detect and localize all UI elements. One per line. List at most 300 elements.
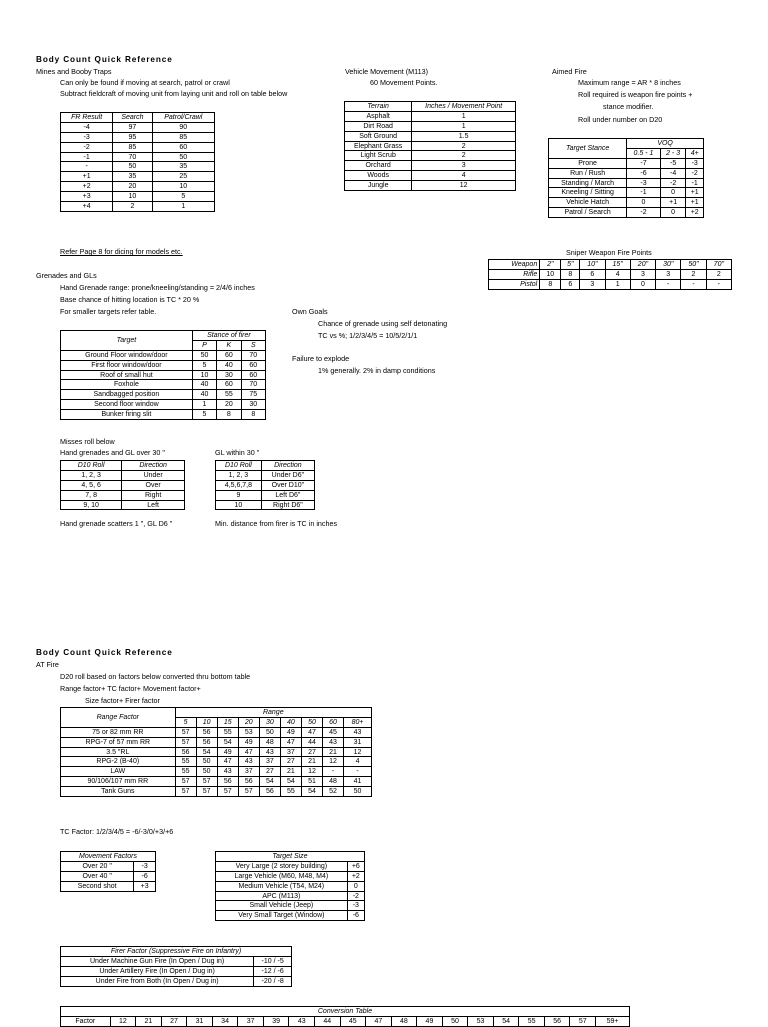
table-cell: 53	[238, 727, 259, 737]
table-cell: -10 / -5	[254, 956, 292, 966]
header-row	[345, 102, 516, 112]
table-cell: 10	[540, 269, 561, 279]
column-header: 0.5 - 1	[627, 148, 661, 158]
sniper-table	[488, 259, 732, 290]
table-row	[216, 881, 365, 891]
table-cell: 43	[344, 727, 372, 737]
table-cell: 10	[113, 192, 152, 202]
column-header: S	[241, 340, 265, 350]
table-cell: 56	[196, 737, 217, 747]
table-cell: Second shot	[61, 881, 134, 891]
header-row	[549, 139, 704, 149]
table-cell: Medium Vehicle (T54, M24)	[216, 881, 348, 891]
table-cell: 12	[323, 757, 344, 767]
table-cell: +1	[686, 188, 704, 198]
table-cell: Large Vehicle (M60, M48, M4)	[216, 871, 348, 881]
table-cell: 31	[344, 737, 372, 747]
table-row	[216, 861, 365, 871]
table-cell: Woods	[345, 171, 412, 181]
within-direction-table	[215, 460, 315, 510]
table-cell: 37	[238, 767, 259, 777]
table-cell: Over D10"	[261, 480, 314, 490]
table-cell: -1	[686, 178, 704, 188]
table-cell: 35	[113, 172, 152, 182]
table-cell: 8	[217, 410, 241, 420]
table-cell: 1	[412, 121, 516, 131]
table-cell: 21	[136, 1016, 162, 1026]
table-cell: 35	[152, 162, 214, 172]
header-row	[489, 260, 732, 270]
table-row	[61, 350, 266, 360]
column-header: Range Factor	[61, 708, 176, 728]
table-row	[549, 158, 704, 168]
table-cell: Under Artillery Fire (In Open / Dug in)	[61, 966, 254, 976]
table-cell: Small Vehicle (Jeep)	[216, 901, 348, 911]
table-row	[489, 269, 732, 279]
table-cell: Foxhole	[61, 380, 193, 390]
table-row	[61, 360, 266, 370]
over-direction-table	[60, 460, 185, 510]
table-cell: +4	[61, 202, 113, 212]
table-cell: 43	[289, 1016, 315, 1026]
table-cell: Standing / March	[549, 178, 627, 188]
table-cell: 55	[175, 767, 196, 777]
table-cell: LAW	[61, 767, 176, 777]
header-row	[61, 113, 215, 123]
table-cell: 37	[259, 757, 280, 767]
grenade-target-table	[60, 330, 266, 420]
table-cell: 4	[344, 757, 372, 767]
table-cell: 56	[238, 777, 259, 787]
header-row	[216, 852, 365, 862]
table-cell: 50	[344, 787, 372, 797]
table-cell: 10	[216, 500, 262, 510]
table-cell: +2	[347, 871, 364, 881]
table-cell: 54	[301, 787, 322, 797]
column-header: 30"	[656, 260, 681, 270]
table-cell: 8	[540, 279, 561, 289]
table-cell: 50	[196, 757, 217, 767]
table-cell: 50	[152, 152, 214, 162]
table-cell: 75	[241, 390, 265, 400]
column-header: Weapon	[489, 260, 540, 270]
table-title: Target Size	[216, 852, 365, 862]
table-row	[61, 976, 292, 986]
table-cell: 55	[280, 787, 301, 797]
table-cell: 57	[196, 777, 217, 787]
table-cell: 60	[152, 142, 214, 152]
table-cell: 55	[175, 757, 196, 767]
table-cell: Very Small Target (Window)	[216, 911, 348, 921]
table-cell: Soft Ground	[345, 131, 412, 141]
vehicle-points: 60 Movement Points.	[370, 78, 438, 87]
page-heading: Body Count Quick Reference	[36, 55, 173, 64]
table-row	[61, 142, 215, 152]
table-cell: 0	[630, 279, 655, 289]
table-cell: Orchard	[345, 161, 412, 171]
table-row	[216, 480, 315, 490]
table-cell: Rifle	[489, 269, 540, 279]
table-cell: 95	[113, 132, 152, 142]
table-cell: Run / Rush	[549, 168, 627, 178]
table-cell: 39	[263, 1016, 289, 1026]
table-cell: 10	[192, 370, 216, 380]
table-cell: 25	[152, 172, 214, 182]
at-range-table	[60, 707, 372, 797]
row-label: Factor	[61, 1016, 111, 1026]
table-cell: 45	[340, 1016, 366, 1026]
table-cell: 27	[161, 1016, 187, 1026]
table-cell: -12 / -6	[254, 966, 292, 976]
column-header: Range	[175, 708, 371, 718]
table-cell: Vehicle Hatch	[549, 198, 627, 208]
table-cell: 54	[280, 777, 301, 787]
table-cell: Patrol / Search	[549, 208, 627, 218]
table-cell: 0	[660, 208, 686, 218]
table-cell: Under D6"	[261, 470, 314, 480]
table-cell: Jungle	[345, 181, 412, 191]
table-row	[61, 202, 215, 212]
refer-link[interactable]: Refer Page 8 for dicing for models etc.	[60, 247, 183, 256]
table-cell: Kneeling / Sitting	[549, 188, 627, 198]
table-row	[61, 956, 292, 966]
vehicle-title: Vehicle Movement (M113)	[345, 67, 428, 76]
table-row	[345, 111, 516, 121]
table-cell: 2	[412, 151, 516, 161]
table-cell: -2	[660, 178, 686, 188]
table-cell: 60	[241, 360, 265, 370]
table-cell: -6	[347, 911, 364, 921]
mines-line: Can only be found if moving at search, patrol or crawl	[60, 78, 230, 87]
table-cell: 37	[238, 1016, 264, 1026]
table-cell: -2	[347, 891, 364, 901]
table-cell: 50	[192, 350, 216, 360]
table-row	[61, 1016, 630, 1026]
table-cell: 9, 10	[61, 500, 122, 510]
table-cell: Roof of small hut	[61, 370, 193, 380]
min-distance-note: Min. distance from firer is TC in inches	[215, 519, 338, 528]
table-cell: Tank Guns	[61, 787, 176, 797]
table-row	[61, 380, 266, 390]
table-cell: 5	[152, 192, 214, 202]
table-cell: 52	[323, 787, 344, 797]
table-cell: Under Fire from Both (In Open / Dug in)	[61, 976, 254, 986]
column-header: 20"	[630, 260, 655, 270]
table-cell: -3	[627, 178, 661, 188]
table-cell: 50	[259, 727, 280, 737]
table-cell: 54	[196, 747, 217, 757]
column-header: Target	[61, 331, 193, 351]
table-row	[216, 891, 365, 901]
own-goals-line: Chance of grenade using self detonating	[318, 319, 448, 328]
column-header: 70"	[706, 260, 731, 270]
column-header: 5	[175, 717, 196, 727]
table-cell: Right D6"	[261, 500, 314, 510]
table-cell: 57	[175, 787, 196, 797]
table-cell: Over 40 "	[61, 871, 134, 881]
page-heading: Body Count Quick Reference	[36, 648, 173, 657]
table-cell: 4, 5, 6	[61, 480, 122, 490]
table-row	[216, 490, 315, 500]
table-row	[345, 121, 516, 131]
table-row	[345, 141, 516, 151]
table-row	[61, 162, 215, 172]
table-cell: 55	[519, 1016, 545, 1026]
table-cell: 8	[241, 410, 265, 420]
table-cell: 27	[259, 767, 280, 777]
table-cell: 54	[259, 777, 280, 787]
column-header: D10 Roll	[61, 461, 122, 471]
table-cell: 1	[412, 111, 516, 121]
table-cell: 53	[468, 1016, 494, 1026]
column-header: Direction	[261, 461, 314, 471]
column-header: 2 - 3	[660, 148, 686, 158]
column-header: 60	[323, 717, 344, 727]
table-row	[61, 757, 372, 767]
header-row	[61, 461, 185, 471]
table-cell: +2	[686, 208, 704, 218]
table-cell: 44	[314, 1016, 340, 1026]
table-cell: -1	[61, 152, 113, 162]
table-cell: 34	[212, 1016, 238, 1026]
table-row	[549, 178, 704, 188]
table-cell: 12	[301, 767, 322, 777]
table-cell: 48	[323, 777, 344, 787]
table-cell: 56	[196, 727, 217, 737]
table-row	[61, 737, 372, 747]
header-row	[216, 461, 315, 471]
table-cell: Very Large (2 storey building)	[216, 861, 348, 871]
table-cell: 60	[241, 370, 265, 380]
table-cell: 2	[412, 141, 516, 151]
table-cell: 44	[301, 737, 322, 747]
table-cell: 3	[412, 161, 516, 171]
table-cell: 50	[442, 1016, 468, 1026]
table-row	[61, 470, 185, 480]
table-cell: 8	[561, 269, 580, 279]
own-goals-title: Own Goals	[292, 307, 328, 316]
column-header: 10"	[580, 260, 605, 270]
table-cell: 40	[192, 380, 216, 390]
at-title: AT Fire	[36, 660, 59, 669]
header-row	[61, 1007, 630, 1017]
table-cell: +1	[686, 198, 704, 208]
table-cell: 45	[323, 727, 344, 737]
table-cell: 54	[493, 1016, 519, 1026]
table-cell: 90	[152, 122, 214, 132]
table-row	[61, 152, 215, 162]
table-cell: -	[681, 279, 706, 289]
table-cell: -4	[660, 168, 686, 178]
at-line: Range factor+ TC factor+ Movement factor+	[60, 684, 201, 693]
table-cell: Left D6"	[261, 490, 314, 500]
header-row	[61, 852, 156, 862]
table-row	[61, 500, 185, 510]
table-cell: 21	[323, 747, 344, 757]
table-cell: Over	[122, 480, 185, 490]
table-cell: 27	[280, 757, 301, 767]
table-row	[549, 188, 704, 198]
table-cell: 2	[706, 269, 731, 279]
table-cell: 47	[280, 737, 301, 747]
aimed-line: Maximum range = AR * 8 inches	[578, 78, 681, 87]
table-cell: 43	[259, 747, 280, 757]
column-header: Terrain	[345, 102, 412, 112]
column-header: Target Stance	[549, 139, 627, 159]
table-cell: -	[344, 767, 372, 777]
table-cell: -	[706, 279, 731, 289]
table-cell: 12	[412, 181, 516, 191]
column-header: Direction	[122, 461, 185, 471]
table-row	[345, 161, 516, 171]
at-line: Size factor+ Firer factor	[85, 696, 160, 705]
table-cell: 47	[301, 727, 322, 737]
table-row	[549, 208, 704, 218]
table-row	[61, 132, 215, 142]
table-cell: -2	[61, 142, 113, 152]
table-row	[61, 881, 156, 891]
column-header: 80+	[344, 717, 372, 727]
mines-title: Mines and Booby Traps	[36, 67, 112, 76]
table-cell: Prone	[549, 158, 627, 168]
table-cell: -2	[686, 168, 704, 178]
table-cell: 43	[323, 737, 344, 747]
table-cell: 4,5,6,7,8	[216, 480, 262, 490]
mines-table	[60, 112, 215, 212]
table-cell: -20 / -8	[254, 976, 292, 986]
table-cell: -	[61, 162, 113, 172]
table-row	[216, 911, 365, 921]
table-cell: 49	[417, 1016, 443, 1026]
table-row	[61, 727, 372, 737]
table-cell: 47	[366, 1016, 392, 1026]
table-row	[61, 370, 266, 380]
column-header: Inches / Movement Point	[412, 102, 516, 112]
table-row	[345, 151, 516, 161]
table-cell: 3	[630, 269, 655, 279]
table-cell: +1	[61, 172, 113, 182]
column-header: VOQ	[627, 139, 704, 149]
table-row	[61, 172, 215, 182]
table-cell: 21	[280, 767, 301, 777]
own-goals-line: TC vs %; 1/2/3/4/5 = 10/5/2/1/1	[318, 331, 418, 340]
table-title: Firer Factor (Suppressive Fire on Infantry)	[61, 947, 292, 957]
column-header: 10	[196, 717, 217, 727]
table-cell: +2	[61, 182, 113, 192]
table-cell: 70	[241, 350, 265, 360]
table-cell: Second floor window	[61, 400, 193, 410]
table-cell: +1	[660, 198, 686, 208]
table-cell: Light Scrub	[345, 151, 412, 161]
table-cell: 97	[113, 122, 152, 132]
table-cell: 1	[605, 279, 630, 289]
table-cell: Elephant Grass	[345, 141, 412, 151]
table-row	[61, 192, 215, 202]
table-cell: 0	[347, 881, 364, 891]
table-cell: 7, 8	[61, 490, 122, 500]
table-cell: 3.5 "RL	[61, 747, 176, 757]
table-cell: +3	[61, 192, 113, 202]
table-cell: 85	[113, 142, 152, 152]
table-cell: 57	[238, 787, 259, 797]
table-row	[61, 480, 185, 490]
table-cell: 6	[580, 269, 605, 279]
table-cell: 56	[544, 1016, 570, 1026]
column-header: P	[192, 340, 216, 350]
column-header: 50	[301, 717, 322, 727]
table-cell: +3	[134, 881, 156, 891]
table-cell: 56	[259, 787, 280, 797]
table-cell: First floor window/door	[61, 360, 193, 370]
table-cell: Sandbagged position	[61, 390, 193, 400]
table-row	[61, 767, 372, 777]
table-cell: -1	[627, 188, 661, 198]
table-row	[216, 470, 315, 480]
column-header: 5"	[561, 260, 580, 270]
table-cell: 49	[217, 747, 238, 757]
table-cell: -4	[61, 122, 113, 132]
table-cell: Under	[122, 470, 185, 480]
table-cell: 56	[217, 777, 238, 787]
table-cell: 27	[301, 747, 322, 757]
table-row	[216, 901, 365, 911]
table-cell: 49	[280, 727, 301, 737]
table-cell: -7	[627, 158, 661, 168]
tc-factor: TC Factor: 1/2/3/4/5 = -6/-3/0/+3/+6	[60, 827, 174, 836]
table-row	[345, 171, 516, 181]
movement-factors-table	[60, 851, 156, 892]
table-cell: 2	[113, 202, 152, 212]
table-cell: 40	[217, 360, 241, 370]
table-row	[345, 131, 516, 141]
grenades-title: Grenades and GLs	[36, 271, 97, 280]
table-cell: 12	[110, 1016, 136, 1026]
table-row	[345, 181, 516, 191]
table-cell: 85	[152, 132, 214, 142]
table-cell: 50	[196, 767, 217, 777]
table-cell: 4	[412, 171, 516, 181]
table-cell: 9	[216, 490, 262, 500]
table-cell: 43	[238, 757, 259, 767]
scatter-note: Hand grenade scatters 1 ", GL D6 "	[60, 519, 173, 528]
table-row	[61, 182, 215, 192]
column-header: 20	[238, 717, 259, 727]
table-row	[61, 787, 372, 797]
table-cell: 1	[152, 202, 214, 212]
table-cell: Left	[122, 500, 185, 510]
table-cell: 1	[192, 400, 216, 410]
table-cell: Dirt Road	[345, 121, 412, 131]
table-cell: 55	[217, 727, 238, 737]
table-cell: 90/106/107 mm RR	[61, 777, 176, 787]
column-header: Search	[113, 113, 152, 123]
table-row	[61, 747, 372, 757]
table-cell: 48	[391, 1016, 417, 1026]
table-cell: Ground Floor window/door	[61, 350, 193, 360]
column-header: 40	[280, 717, 301, 727]
table-row	[61, 871, 156, 881]
aimed-fire-table	[548, 138, 704, 218]
at-line: D20 roll based on factors below converted thru bottom table	[60, 672, 251, 681]
table-cell: -3	[686, 158, 704, 168]
table-cell: 20	[113, 182, 152, 192]
table-row	[549, 168, 704, 178]
failure-line: 1% generally. 2% in damp conditions	[318, 366, 436, 375]
table-row	[549, 198, 704, 208]
table-cell: -2	[627, 208, 661, 218]
table-cell: Right	[122, 490, 185, 500]
column-header: 15"	[605, 260, 630, 270]
